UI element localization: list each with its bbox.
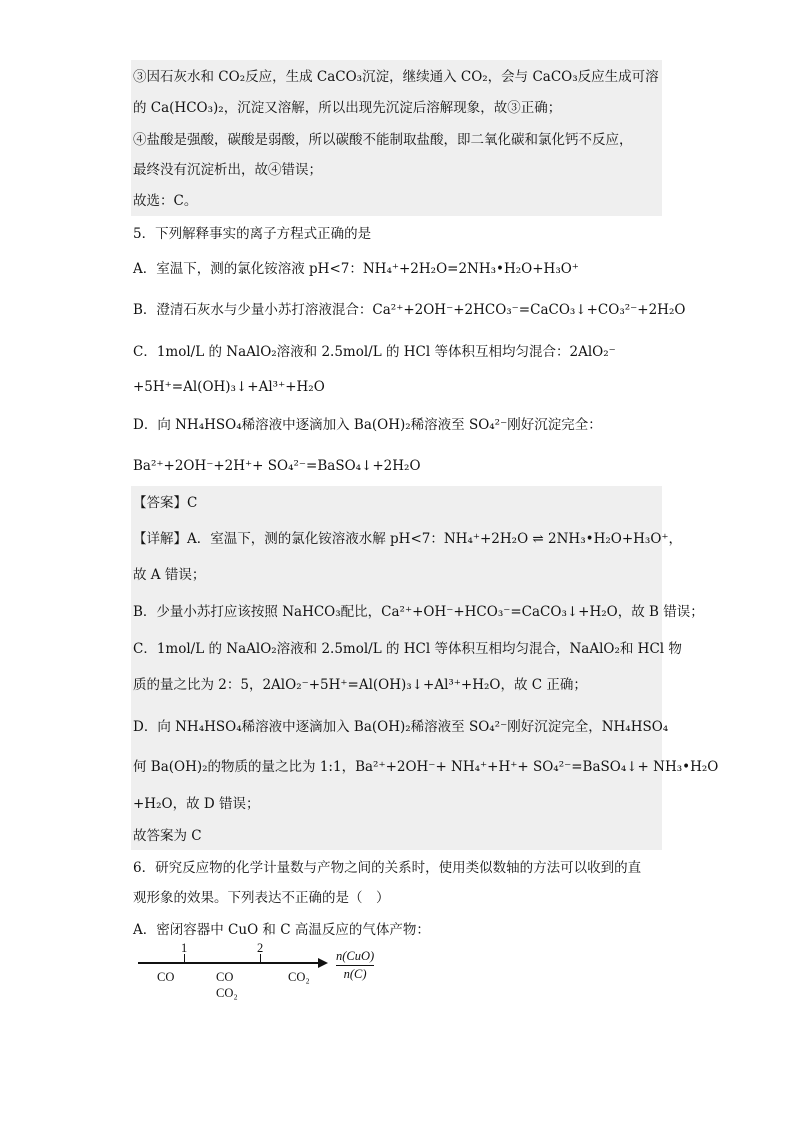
text-line: 最终没有沉淀析出，故④错误；	[133, 162, 322, 178]
text-line: ③因石灰水和 CO₂反应，生成 CaCO₃沉淀，继续通入 CO₂，会与 CaCO₃反应生成可溶	[133, 69, 659, 85]
fraction-bar	[336, 965, 374, 966]
option-a: A．密闭容器中 CuO 和 C 高温反应的气体产物：	[133, 922, 430, 938]
detail-line: 【详解】A．室温下，测的氯化铵溶液水解 pH<7：NH₄⁺+2H₂O ⇌ 2NH₃•H₂O+H₃O⁺，	[133, 531, 683, 547]
text-line: ④盐酸是强酸，碳酸是弱酸，所以碳酸不能制取盐酸，即二氧化碳和氯化钙不反应，	[133, 132, 633, 148]
detail-line: 质的量之比为 2：5，2AlO₂⁻+5H⁺=Al(OH)₃↓+Al³⁺+H₂O，故 C 正确；	[133, 677, 587, 693]
option-c-cont: +5H⁺=Al(OH)₃↓+Al³⁺+H₂O	[133, 379, 325, 395]
region-label: CO	[157, 970, 175, 984]
region-label: CO₂	[216, 986, 238, 1000]
tick-label-1: 1	[181, 941, 188, 955]
question-stem-cont: 观形象的效果。下列表达不正确的是（ ）	[133, 890, 390, 906]
detail-line: C．1mol/L 的 NaAlO₂溶液和 2.5mol/L 的 HCl 等体积互相均匀混合，NaAlO₂和 HCl 物	[133, 641, 682, 657]
detail-line: 何 Ba(OH)₂的物质的量之比为 1:1，Ba²⁺+2OH⁻+ NH₄⁺+H⁺+ SO₄²⁻=BaSO₄↓+ NH₃•H₂O	[133, 759, 719, 775]
option-d-cont: Ba²⁺+2OH⁻+2H⁺+ SO₄²⁻=BaSO₄↓+2H₂O	[133, 458, 421, 474]
detail-line: +H₂O，故 D 错误；	[133, 796, 260, 812]
option-a: A．室温下，测的氯化铵溶液 pH<7：NH₄⁺+2H₂O=2NH₃•H₂O+H₃O⁺	[133, 261, 579, 277]
answer-label: 【答案】C	[133, 495, 198, 511]
region-label: CO₂	[288, 970, 310, 984]
detail-line: 故答案为 C	[133, 828, 202, 844]
option-c: C．1mol/L 的 NaAlO₂溶液和 2.5mol/L 的 HCl 等体积互相均匀混合：2AlO₂⁻	[133, 344, 616, 360]
fraction-denominator: n(C)	[343, 967, 367, 981]
number-line	[138, 962, 323, 964]
tick-label-2: 2	[257, 941, 264, 955]
fraction-numerator: n(CuO)	[336, 949, 375, 963]
question-stem: 6．研究反应物的化学计量数与产物之间的关系时，使用类似数轴的方法可以收到的直	[133, 860, 642, 876]
option-b: B．澄清石灰水与少量小苏打溶液混合：Ca²⁺+2OH⁻+2HCO₃⁻=CaCO₃↓+CO₃²⁻+2H₂O	[133, 302, 686, 318]
detail-line: D．向 NH₄HSO₄稀溶液中逐滴加入 Ba(OH)₂稀溶液至 SO₄²⁻刚好沉淀完全，NH₄HSO₄	[133, 719, 669, 735]
detail-line: 故 A 错误；	[133, 567, 206, 583]
question-stem: 5．下列解释事实的离子方程式正确的是	[133, 226, 372, 242]
ratio-fraction	[336, 949, 374, 982]
text-line: 的 Ca(HCO₃)₂，沉淀又溶解，所以出现先沉淀后溶解现象，故③正确；	[133, 100, 562, 116]
text-line: 故选：C。	[133, 193, 198, 209]
region-label: CO	[216, 970, 234, 984]
option-d: D．向 NH₄HSO₄稀溶液中逐滴加入 Ba(OH)₂稀溶液至 SO₄²⁻刚好沉淀完全：	[133, 417, 602, 433]
detail-line: B．少量小苏打应该按照 NaHCO₃配比，Ca²⁺+OH⁻+HCO₃⁻=CaCO₃↓+H₂O，故 B 错误；	[133, 604, 704, 620]
arrow-head-icon	[318, 958, 328, 968]
